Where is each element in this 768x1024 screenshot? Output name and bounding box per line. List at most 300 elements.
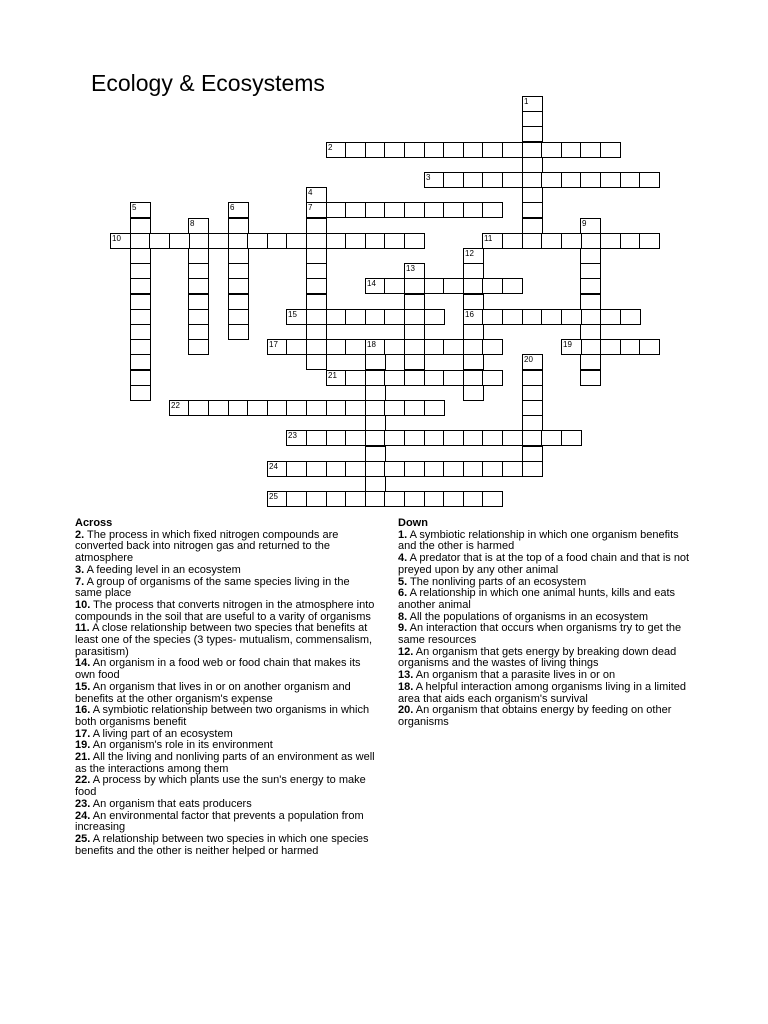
grid-cell[interactable] xyxy=(404,263,425,279)
clue-number: 15. xyxy=(75,680,91,693)
grid-cell[interactable] xyxy=(482,491,503,507)
grid-cell[interactable] xyxy=(169,400,190,416)
grid-cell[interactable] xyxy=(384,400,405,416)
grid-cell[interactable] xyxy=(384,370,405,386)
grid-cell[interactable] xyxy=(561,339,582,355)
grid-cell[interactable] xyxy=(130,324,151,340)
grid-cell[interactable] xyxy=(620,172,641,188)
clue-text: A group of organisms of the same species living in the same place xyxy=(75,575,350,600)
grid-cell[interactable] xyxy=(639,233,660,249)
page-title: Ecology & Ecosystems xyxy=(91,70,325,96)
grid-cell[interactable] xyxy=(306,263,327,279)
grid-cell[interactable] xyxy=(482,430,503,446)
grid-cell[interactable] xyxy=(306,309,327,325)
grid-cell[interactable] xyxy=(404,142,425,158)
across-clue xyxy=(75,600,375,623)
grid-cell[interactable] xyxy=(522,233,543,249)
across-clue xyxy=(75,834,375,857)
clue-number-label: 1 xyxy=(524,97,529,106)
grid-cell[interactable] xyxy=(463,324,484,340)
grid-cell[interactable] xyxy=(620,339,641,355)
grid-cell[interactable] xyxy=(130,385,151,401)
across-clue xyxy=(75,530,375,565)
grid-cell[interactable] xyxy=(522,309,543,325)
grid-cell[interactable] xyxy=(522,142,543,158)
grid-cell[interactable] xyxy=(463,354,484,370)
grid-cell[interactable] xyxy=(424,278,445,294)
grid-cell[interactable] xyxy=(600,309,621,325)
grid-cell[interactable] xyxy=(463,172,484,188)
grid-cell[interactable] xyxy=(306,400,327,416)
grid-cell[interactable] xyxy=(345,309,366,325)
grid-cell[interactable] xyxy=(286,491,307,507)
grid-cell[interactable] xyxy=(600,233,621,249)
grid-cell[interactable] xyxy=(267,461,288,477)
grid-cell[interactable] xyxy=(522,370,543,386)
grid-cell[interactable] xyxy=(424,370,445,386)
grid-cell[interactable] xyxy=(424,339,445,355)
grid-cell[interactable] xyxy=(267,400,288,416)
grid-cell[interactable] xyxy=(345,400,366,416)
grid-cell[interactable] xyxy=(502,142,523,158)
clue-number-label: 11 xyxy=(484,234,493,243)
grid-cell[interactable] xyxy=(639,172,660,188)
clue-text: A helpful interaction among organisms living in a limited area that aids each organism's survival xyxy=(398,680,686,705)
grid-cell[interactable] xyxy=(424,142,445,158)
grid-cell[interactable] xyxy=(463,202,484,218)
grid-cell[interactable] xyxy=(130,248,151,264)
grid-cell[interactable] xyxy=(188,309,209,325)
grid-cell[interactable] xyxy=(306,354,327,370)
grid-cell[interactable] xyxy=(502,461,523,477)
grid-cell[interactable] xyxy=(443,461,464,477)
grid-cell[interactable] xyxy=(522,415,543,431)
across-clue-list xyxy=(75,530,375,858)
grid-cell[interactable] xyxy=(345,339,366,355)
grid-cell[interactable] xyxy=(130,278,151,294)
grid-cell[interactable] xyxy=(306,491,327,507)
down-clue xyxy=(398,647,693,670)
grid-cell[interactable] xyxy=(228,324,249,340)
grid-cell[interactable] xyxy=(188,263,209,279)
grid-cell[interactable] xyxy=(404,354,425,370)
clue-number-label: 15 xyxy=(288,310,297,319)
grid-cell[interactable] xyxy=(384,142,405,158)
grid-cell[interactable] xyxy=(228,202,249,218)
grid-cell[interactable] xyxy=(482,339,503,355)
grid-cell[interactable] xyxy=(561,430,582,446)
clue-number-label: 6 xyxy=(230,203,235,212)
grid-cell[interactable] xyxy=(580,370,601,386)
down-clue xyxy=(398,623,693,646)
across-clue xyxy=(75,577,375,600)
grid-cell[interactable] xyxy=(404,430,425,446)
grid-cell[interactable] xyxy=(286,400,307,416)
grid-cell[interactable] xyxy=(345,202,366,218)
clue-text: A relationship in which one animal hunts, kills and eats another animal xyxy=(398,587,676,611)
grid-cell[interactable] xyxy=(306,278,327,294)
grid-cell[interactable] xyxy=(424,172,445,188)
clue-number: 8. xyxy=(398,610,408,623)
grid-cell[interactable] xyxy=(443,339,464,355)
grid-cell[interactable] xyxy=(404,294,425,310)
clue-text: An organism in a food web or food chain that makes its own food xyxy=(75,657,361,682)
down-clue xyxy=(398,682,693,705)
grid-cell[interactable] xyxy=(443,278,464,294)
clue-text: All the populations of organisms in an ecosystem xyxy=(407,610,649,623)
grid-cell[interactable] xyxy=(482,278,503,294)
grid-cell[interactable] xyxy=(345,233,366,249)
grid-cell[interactable] xyxy=(365,202,386,218)
grid-cell[interactable] xyxy=(482,142,503,158)
grid-cell[interactable] xyxy=(580,233,601,249)
grid-cell[interactable] xyxy=(286,461,307,477)
grid-cell[interactable] xyxy=(404,491,425,507)
grid-cell[interactable] xyxy=(365,385,386,401)
grid-cell[interactable] xyxy=(130,294,151,310)
grid-cell[interactable] xyxy=(522,354,543,370)
grid-cell[interactable] xyxy=(306,187,327,203)
grid-cell[interactable] xyxy=(326,370,347,386)
grid-cell[interactable] xyxy=(522,446,543,462)
clue-number-label: 16 xyxy=(465,310,474,319)
grid-cell[interactable] xyxy=(365,415,386,431)
clue-number-label: 23 xyxy=(288,431,297,440)
grid-cell[interactable] xyxy=(541,309,562,325)
grid-cell[interactable] xyxy=(522,461,543,477)
grid-cell[interactable] xyxy=(463,278,484,294)
grid-cell[interactable] xyxy=(188,218,209,234)
clue-text: All the living and nonliving parts of an environment as well as the interactions among them xyxy=(75,751,375,775)
grid-cell[interactable] xyxy=(365,278,386,294)
grid-cell[interactable] xyxy=(443,142,464,158)
grid-cell[interactable] xyxy=(463,263,484,279)
grid-cell[interactable] xyxy=(502,278,523,294)
grid-cell[interactable] xyxy=(267,233,288,249)
grid-cell[interactable] xyxy=(306,430,327,446)
grid-cell[interactable] xyxy=(404,461,425,477)
grid-cell[interactable] xyxy=(228,294,249,310)
grid-cell[interactable] xyxy=(502,430,523,446)
clue-number: 20. xyxy=(398,704,414,717)
grid-cell[interactable] xyxy=(580,354,601,370)
grid-cell[interactable] xyxy=(188,294,209,310)
grid-cell[interactable] xyxy=(286,339,307,355)
grid-cell[interactable] xyxy=(228,233,249,249)
grid-cell[interactable] xyxy=(639,339,660,355)
grid-cell[interactable] xyxy=(326,461,347,477)
grid-cell[interactable] xyxy=(188,278,209,294)
across-clues xyxy=(75,518,375,857)
grid-cell[interactable] xyxy=(188,339,209,355)
grid-cell[interactable] xyxy=(365,446,386,462)
grid-cell[interactable] xyxy=(306,233,327,249)
grid-cell[interactable] xyxy=(365,370,386,386)
grid-cell[interactable] xyxy=(482,233,503,249)
grid-cell[interactable] xyxy=(247,400,268,416)
grid-cell[interactable] xyxy=(326,309,347,325)
grid-cell[interactable] xyxy=(208,400,229,416)
grid-cell[interactable] xyxy=(130,339,151,355)
grid-cell[interactable] xyxy=(561,142,582,158)
grid-cell[interactable] xyxy=(443,172,464,188)
grid-cell[interactable] xyxy=(404,309,425,325)
grid-cell[interactable] xyxy=(404,339,425,355)
down-clue xyxy=(398,705,693,728)
clue-number: 13. xyxy=(398,669,414,682)
clue-number-label: 7 xyxy=(308,203,313,212)
grid-cell[interactable] xyxy=(247,233,268,249)
grid-cell[interactable] xyxy=(522,126,543,142)
grid-cell[interactable] xyxy=(463,461,484,477)
grid-cell[interactable] xyxy=(463,370,484,386)
grid-cell[interactable] xyxy=(443,491,464,507)
grid-cell[interactable] xyxy=(228,248,249,264)
grid-cell[interactable] xyxy=(345,370,366,386)
clue-number-label: 19 xyxy=(563,340,572,349)
grid-cell[interactable] xyxy=(404,202,425,218)
grid-cell[interactable] xyxy=(345,430,366,446)
grid-cell[interactable] xyxy=(228,278,249,294)
grid-cell[interactable] xyxy=(424,309,445,325)
grid-cell[interactable] xyxy=(502,172,523,188)
grid-cell[interactable] xyxy=(580,263,601,279)
grid-cell[interactable] xyxy=(188,248,209,264)
grid-cell[interactable] xyxy=(188,324,209,340)
grid-cell[interactable] xyxy=(463,430,484,446)
grid-cell[interactable] xyxy=(463,339,484,355)
clue-number-label: 12 xyxy=(465,249,474,258)
clue-text: A relationship between two species in which one species benefits and the other is neither helped or harmed xyxy=(75,832,369,857)
clue-text: The nonliving parts of an ecosystem xyxy=(407,575,587,588)
grid-cell[interactable] xyxy=(365,491,386,507)
grid-cell[interactable] xyxy=(306,218,327,234)
grid-cell[interactable] xyxy=(424,400,445,416)
grid-cell[interactable] xyxy=(482,202,503,218)
grid-cell[interactable] xyxy=(228,218,249,234)
grid-cell[interactable] xyxy=(326,202,347,218)
clue-text: An environmental factor that prevents a population from increasing xyxy=(75,809,364,834)
grid-cell[interactable] xyxy=(306,339,327,355)
grid-cell[interactable] xyxy=(188,233,209,249)
clue-number: 5. xyxy=(398,575,408,588)
grid-cell[interactable] xyxy=(541,172,562,188)
clue-text: A living part of an ecosystem xyxy=(90,727,233,740)
grid-cell[interactable] xyxy=(463,385,484,401)
grid-cell[interactable] xyxy=(561,309,582,325)
clue-number: 18. xyxy=(398,680,414,693)
grid-cell[interactable] xyxy=(522,202,543,218)
grid-cell[interactable] xyxy=(580,218,601,234)
grid-cell[interactable] xyxy=(463,294,484,310)
grid-cell[interactable] xyxy=(561,172,582,188)
grid-cell[interactable] xyxy=(345,461,366,477)
grid-cell[interactable] xyxy=(522,111,543,127)
grid-cell[interactable] xyxy=(228,309,249,325)
grid-cell[interactable] xyxy=(522,187,543,203)
clue-text: A close relationship between two species that benefits at least one of the species (3 types- mutualism, commensalism, parasitism) xyxy=(75,622,373,658)
grid-cell[interactable] xyxy=(306,248,327,264)
grid-cell[interactable] xyxy=(365,309,386,325)
grid-cell[interactable] xyxy=(110,233,131,249)
grid-cell[interactable] xyxy=(463,491,484,507)
grid-cell[interactable] xyxy=(306,202,327,218)
grid-cell[interactable] xyxy=(424,202,445,218)
grid-cell[interactable] xyxy=(306,324,327,340)
grid-cell[interactable] xyxy=(365,339,386,355)
clue-number-label: 3 xyxy=(426,173,431,182)
clue-text: An organism that eats producers xyxy=(90,797,252,810)
grid-cell[interactable] xyxy=(345,491,366,507)
grid-cell[interactable] xyxy=(130,233,151,249)
across-clue xyxy=(75,752,375,775)
grid-cell[interactable] xyxy=(620,233,641,249)
grid-cell[interactable] xyxy=(522,218,543,234)
across-clue xyxy=(75,705,375,728)
grid-cell[interactable] xyxy=(580,324,601,340)
grid-cell[interactable] xyxy=(580,142,601,158)
grid-cell[interactable] xyxy=(169,233,190,249)
grid-cell[interactable] xyxy=(228,400,249,416)
clue-number: 16. xyxy=(75,704,91,717)
grid-cell[interactable] xyxy=(326,430,347,446)
grid-cell[interactable] xyxy=(580,339,601,355)
grid-cell[interactable] xyxy=(580,248,601,264)
clue-text: The process that converts nitrogen in the atmosphere into compounds in the soil that are useful to a varity of organisms xyxy=(75,598,375,623)
clue-text: An interaction that occurs when organisms try to get the same resources xyxy=(398,622,682,647)
grid-cell[interactable] xyxy=(267,491,288,507)
down-clue xyxy=(398,553,693,576)
grid-cell[interactable] xyxy=(384,309,405,325)
grid-cell[interactable] xyxy=(580,294,601,310)
grid-cell[interactable] xyxy=(600,142,621,158)
grid-cell[interactable] xyxy=(482,370,503,386)
grid-cell[interactable] xyxy=(326,233,347,249)
grid-cell[interactable] xyxy=(600,172,621,188)
grid-cell[interactable] xyxy=(345,142,366,158)
grid-cell[interactable] xyxy=(286,309,307,325)
clue-text: An organism that lives in or on another organism and benefits at the other organism's expense xyxy=(75,680,351,705)
grid-cell[interactable] xyxy=(404,370,425,386)
clue-number-label: 18 xyxy=(367,340,376,349)
grid-cell[interactable] xyxy=(306,461,327,477)
grid-cell[interactable] xyxy=(365,142,386,158)
grid-cell[interactable] xyxy=(384,461,405,477)
grid-cell[interactable] xyxy=(482,461,503,477)
grid-cell[interactable] xyxy=(365,354,386,370)
grid-cell[interactable] xyxy=(365,476,386,492)
grid-cell[interactable] xyxy=(541,233,562,249)
down-clue-list xyxy=(398,530,693,729)
grid-cell[interactable] xyxy=(580,278,601,294)
grid-cell[interactable] xyxy=(620,309,641,325)
grid-cell[interactable] xyxy=(286,430,307,446)
grid-cell[interactable] xyxy=(404,400,425,416)
grid-cell[interactable] xyxy=(130,218,151,234)
grid-cell[interactable] xyxy=(522,172,543,188)
grid-cell[interactable] xyxy=(130,263,151,279)
grid-cell[interactable] xyxy=(522,96,543,112)
grid-cell[interactable] xyxy=(228,263,249,279)
grid-cell[interactable] xyxy=(580,172,601,188)
grid-cell[interactable] xyxy=(326,491,347,507)
clue-number-label: 14 xyxy=(367,279,376,288)
grid-cell[interactable] xyxy=(600,339,621,355)
grid-cell[interactable] xyxy=(541,430,562,446)
grid-cell[interactable] xyxy=(149,233,170,249)
grid-cell[interactable] xyxy=(463,248,484,264)
grid-cell[interactable] xyxy=(365,461,386,477)
grid-cell[interactable] xyxy=(482,172,503,188)
grid-cell[interactable] xyxy=(384,202,405,218)
clue-number-label: 2 xyxy=(328,143,333,152)
clue-number-label: 21 xyxy=(328,371,337,380)
grid-cell[interactable] xyxy=(522,385,543,401)
grid-cell[interactable] xyxy=(130,309,151,325)
grid-cell[interactable] xyxy=(326,339,347,355)
grid-cell[interactable] xyxy=(267,339,288,355)
grid-cell[interactable] xyxy=(286,233,307,249)
grid-cell[interactable] xyxy=(384,233,405,249)
grid-cell[interactable] xyxy=(384,491,405,507)
clue-text: A process by which plants use the sun's energy to make food xyxy=(75,774,366,799)
grid-cell[interactable] xyxy=(463,142,484,158)
grid-cell[interactable] xyxy=(326,400,347,416)
grid-cell[interactable] xyxy=(443,370,464,386)
grid-cell[interactable] xyxy=(522,430,543,446)
grid-cell[interactable] xyxy=(384,278,405,294)
grid-cell[interactable] xyxy=(443,430,464,446)
grid-cell[interactable] xyxy=(404,324,425,340)
grid-cell[interactable] xyxy=(541,142,562,158)
grid-cell[interactable] xyxy=(365,430,386,446)
grid-cell[interactable] xyxy=(384,430,405,446)
grid-cell[interactable] xyxy=(130,354,151,370)
grid-cell[interactable] xyxy=(424,461,445,477)
clue-text: An organism's role in its environment xyxy=(90,739,273,752)
grid-cell[interactable] xyxy=(130,370,151,386)
grid-cell[interactable] xyxy=(365,400,386,416)
across-clue xyxy=(75,775,375,798)
grid-cell[interactable] xyxy=(306,294,327,310)
grid-cell[interactable] xyxy=(561,233,582,249)
grid-cell[interactable] xyxy=(404,233,425,249)
grid-cell[interactable] xyxy=(502,309,523,325)
grid-cell[interactable] xyxy=(365,233,386,249)
clue-number: 19. xyxy=(75,739,91,752)
grid-cell[interactable] xyxy=(522,157,543,173)
grid-cell[interactable] xyxy=(424,430,445,446)
grid-cell[interactable] xyxy=(130,202,151,218)
grid-cell[interactable] xyxy=(384,339,405,355)
grid-cell[interactable] xyxy=(208,233,229,249)
grid-cell[interactable] xyxy=(188,400,209,416)
grid-cell[interactable] xyxy=(404,278,425,294)
clue-number-label: 5 xyxy=(132,203,137,212)
clue-number-label: 10 xyxy=(112,234,121,243)
grid-cell[interactable] xyxy=(424,491,445,507)
grid-cell[interactable] xyxy=(463,309,484,325)
grid-cell[interactable] xyxy=(502,233,523,249)
grid-cell[interactable] xyxy=(443,202,464,218)
across-heading: Across xyxy=(75,517,113,529)
clue-number-label: 20 xyxy=(524,355,533,364)
grid-cell[interactable] xyxy=(326,142,347,158)
clue-number: 2. xyxy=(75,528,85,541)
grid-cell[interactable] xyxy=(580,309,601,325)
grid-cell[interactable] xyxy=(522,400,543,416)
grid-cell[interactable] xyxy=(482,309,503,325)
